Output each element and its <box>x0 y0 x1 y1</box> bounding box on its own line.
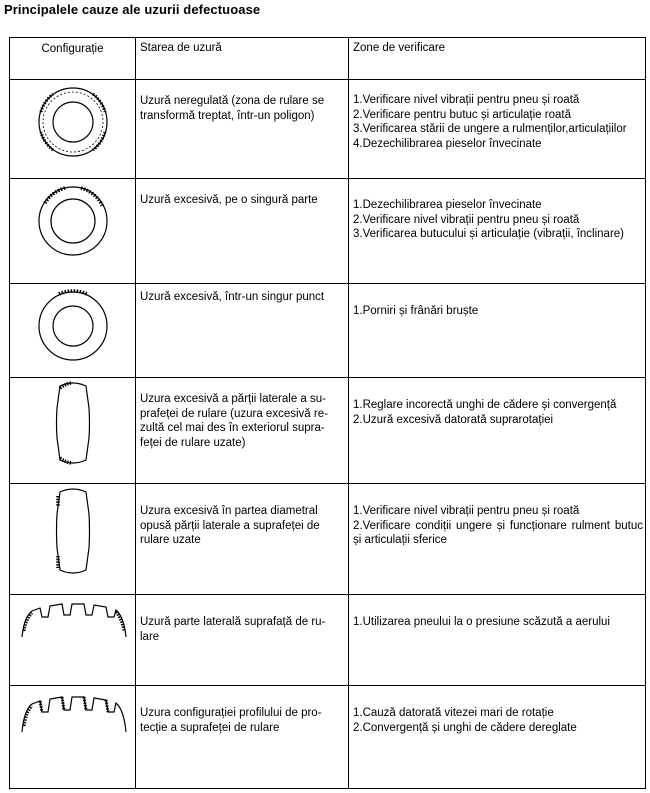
tire-polygon-wear-icon <box>31 80 115 164</box>
zone-item: 3.Verificarea stării de ungere a rulmenților,articulațiilor <box>353 123 627 135</box>
config-cell <box>10 686 136 789</box>
header-starea: Starea de uzură <box>136 38 349 80</box>
starea-cell: Uzură parte laterală suprafață de ru- lare <box>136 595 349 686</box>
zone-item: 1.Verificare nivel vibrații pentru pneu și roată <box>353 94 580 106</box>
zone-cell <box>349 686 646 789</box>
table-header-row <box>10 38 646 80</box>
starea-cell: Uzura excesivă în partea diametral opusă părții laterale a suprafeței de rulare uzate <box>136 484 349 595</box>
tread-lateral-wear-icon <box>18 595 128 645</box>
page-title: Principalele cauze ale uzurii defectuoase <box>4 2 261 17</box>
zone-cell <box>349 595 646 686</box>
zone-item: 2.Convergență și unghi de cădere dereglate <box>353 721 577 734</box>
table-row <box>10 284 646 378</box>
table-row <box>10 686 646 789</box>
zone-item: 3.Verificarea butucului și articulație (vibrații, înclinare) <box>353 228 625 240</box>
starea-cell: Uzura excesivă a părții laterale a su- prafeței de rulare (uzura excesivă re- zultă cel mai des în exteriorul supra- feței de rulare uzate) <box>136 378 349 484</box>
tire-side-profile-opposite-wear-icon <box>43 484 103 578</box>
table-row <box>10 595 646 686</box>
zone-cell <box>349 80 646 179</box>
zone-item: 1.Porniri și frânări bruște <box>353 305 479 317</box>
table-row <box>10 80 646 179</box>
config-cell <box>10 484 136 595</box>
zone-item: 2.Verificare pentru butuc și articulație roată <box>353 108 571 121</box>
zone-item: 2.Uzură excesivă datorată suprarotației <box>353 413 554 426</box>
table-row <box>10 484 646 595</box>
config-cell <box>10 80 136 179</box>
starea-cell: Uzură neregulată (zona de rulare se transformă treptat, într-un poligon) <box>136 80 349 179</box>
config-cell <box>10 179 136 284</box>
tire-side-profile-outer-wear-icon <box>43 378 103 468</box>
table-row <box>10 179 646 284</box>
starea-cell: Uzura configurației profilului de pro- tecție a suprafeței de rulare <box>136 686 349 789</box>
config-cell <box>10 595 136 686</box>
zone-item: 2.Verificare condiții ungere și funcționare rulment butuc și articulații sferice <box>353 519 643 546</box>
config-cell <box>10 378 136 484</box>
wear-causes-table <box>9 37 646 789</box>
header-zone: Zone de verificare <box>349 38 646 80</box>
zone-item: 1.Utilizarea pneului la o presiune scăzută a aerului <box>353 616 610 628</box>
zone-item: 1.Verificare nivel vibrații pentru pneu și roată <box>353 505 580 517</box>
config-cell <box>10 284 136 378</box>
zone-item: 1.Reglare incorectă unghi de cădere și convergență <box>353 399 617 411</box>
zone-cell <box>349 484 646 595</box>
zone-item: 2.Verificare nivel vibrații pentru pneu și roată <box>353 213 580 226</box>
zone-item: 4.Dezechilibrarea pieselor învecinate <box>353 137 542 150</box>
zone-item: 1.Dezechilibrarea pieselor învecinate <box>353 199 542 211</box>
starea-cell: Uzură excesivă, pe o singură parte <box>136 179 349 284</box>
zone-cell <box>349 378 646 484</box>
zone-cell <box>349 284 646 378</box>
header-config: Configurație <box>10 38 136 80</box>
tire-single-point-wear-icon <box>31 284 115 368</box>
tread-profile-wear-icon <box>18 686 128 740</box>
tire-one-side-wear-icon <box>31 179 115 263</box>
zone-item: 1.Cauză datorată vitezei mari de rotație <box>353 707 554 719</box>
starea-cell: Uzură excesivă, într-un singur punct <box>136 284 349 378</box>
table-row <box>10 378 646 484</box>
zone-cell <box>349 179 646 284</box>
